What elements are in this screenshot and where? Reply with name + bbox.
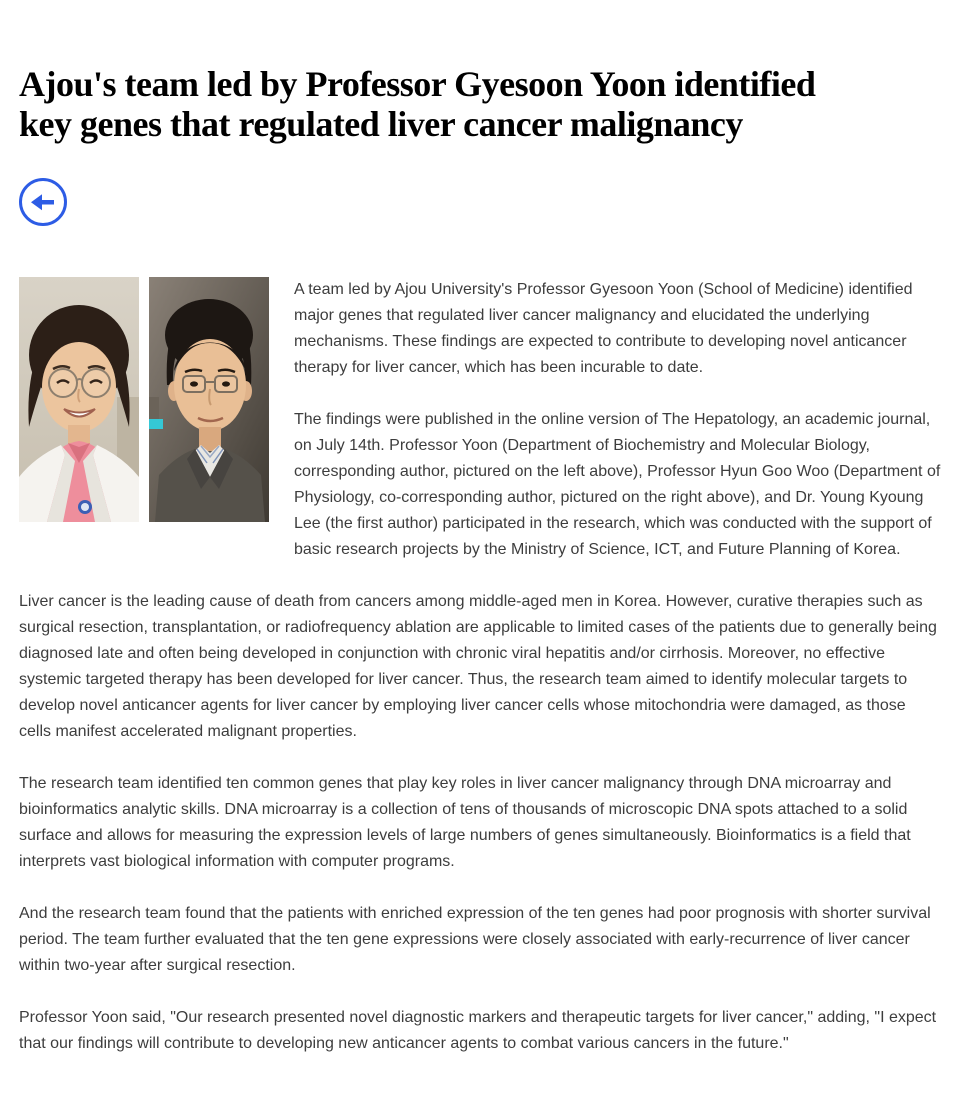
photo-professor-left xyxy=(19,277,139,522)
page-title-line-1: Ajou's team led by Professor Gyesoon Yoon identified xyxy=(19,64,816,104)
researcher-photos xyxy=(19,277,269,522)
article-paragraph-3: Liver cancer is the leading cause of death from cancers among middle-aged men in Korea. However, curative therapies such as surgical resection, transplantation, or radiofrequency ablation are applicable to limited cases of the patients due to generally being diagnosed late and often being developed in conjunction with chronic viral hepatitis and/or cirrhosis. Moreover, no effective systemic targeted therapy has been developed for liver cancer. Thus, the research team aimed to identify molecular targets to develop novel anticancer agents for liver cancer by employing liver cancer cells whose mitochondria were damaged, as those cells manifest accelerated malignant properties. xyxy=(19,593,937,740)
photo-professor-right xyxy=(149,277,269,522)
article-paragraph-4: The research team identified ten common genes that play key roles in liver cancer malignancy through DNA microarray and bioinformatics analytic skills. DNA microarray is a collection of tens of thousands of microscopic DNA spots attached to a solid surface and allows for measuring the expression levels of large numbers of genes simultaneously. Bioinformatics is a field that interprets vast biological information with computer programs. xyxy=(19,775,911,870)
page-title-line-2: key genes that regulated liver cancer malignancy xyxy=(19,104,743,144)
page-title xyxy=(19,64,942,144)
article-paragraph-2: The findings were published in the online version of The Hepatology, an academic journal, on July 14th. Professor Yoon (Department of Biochemistry and Molecular Biology, corresponding author, pictured on the left above), Professor Hyun Goo Woo (Department of Physiology, co-corresponding author, pictured on the right above), and Dr. Young Kyoung Lee (the first author) participated in the research, which was conducted with the support of basic research projects by the Ministry of Science, ICT, and Future Planning of Korea. xyxy=(294,411,941,558)
article-body xyxy=(19,277,942,1057)
article-paragraph-6: Professor Yoon said, "Our research presented novel diagnostic markers and therapeutic targets for liver cancer," adding, "I expect that our findings will contribute to developing new anticancer agents to combat various cancers in the future." xyxy=(19,1009,937,1052)
arrow-left-icon xyxy=(29,192,57,212)
article-paragraph-1: A team led by Ajou University's Professor Gyesoon Yoon (School of Medicine) identified major genes that regulated liver cancer malignancy and elucidated the underlying mechanisms. These findings are expected to contribute to developing novel anticancer therapy for liver cancer, which has been incurable to date. xyxy=(294,281,913,376)
article-paragraph-5: And the research team found that the patients with enriched expression of the ten genes had poor prognosis with shorter survival period. The team further evaluated that the ten gene expressions were closely associated with early-recurrence of liver cancer within two-year after surgical resection. xyxy=(19,905,931,974)
back-button[interactable] xyxy=(19,178,67,226)
